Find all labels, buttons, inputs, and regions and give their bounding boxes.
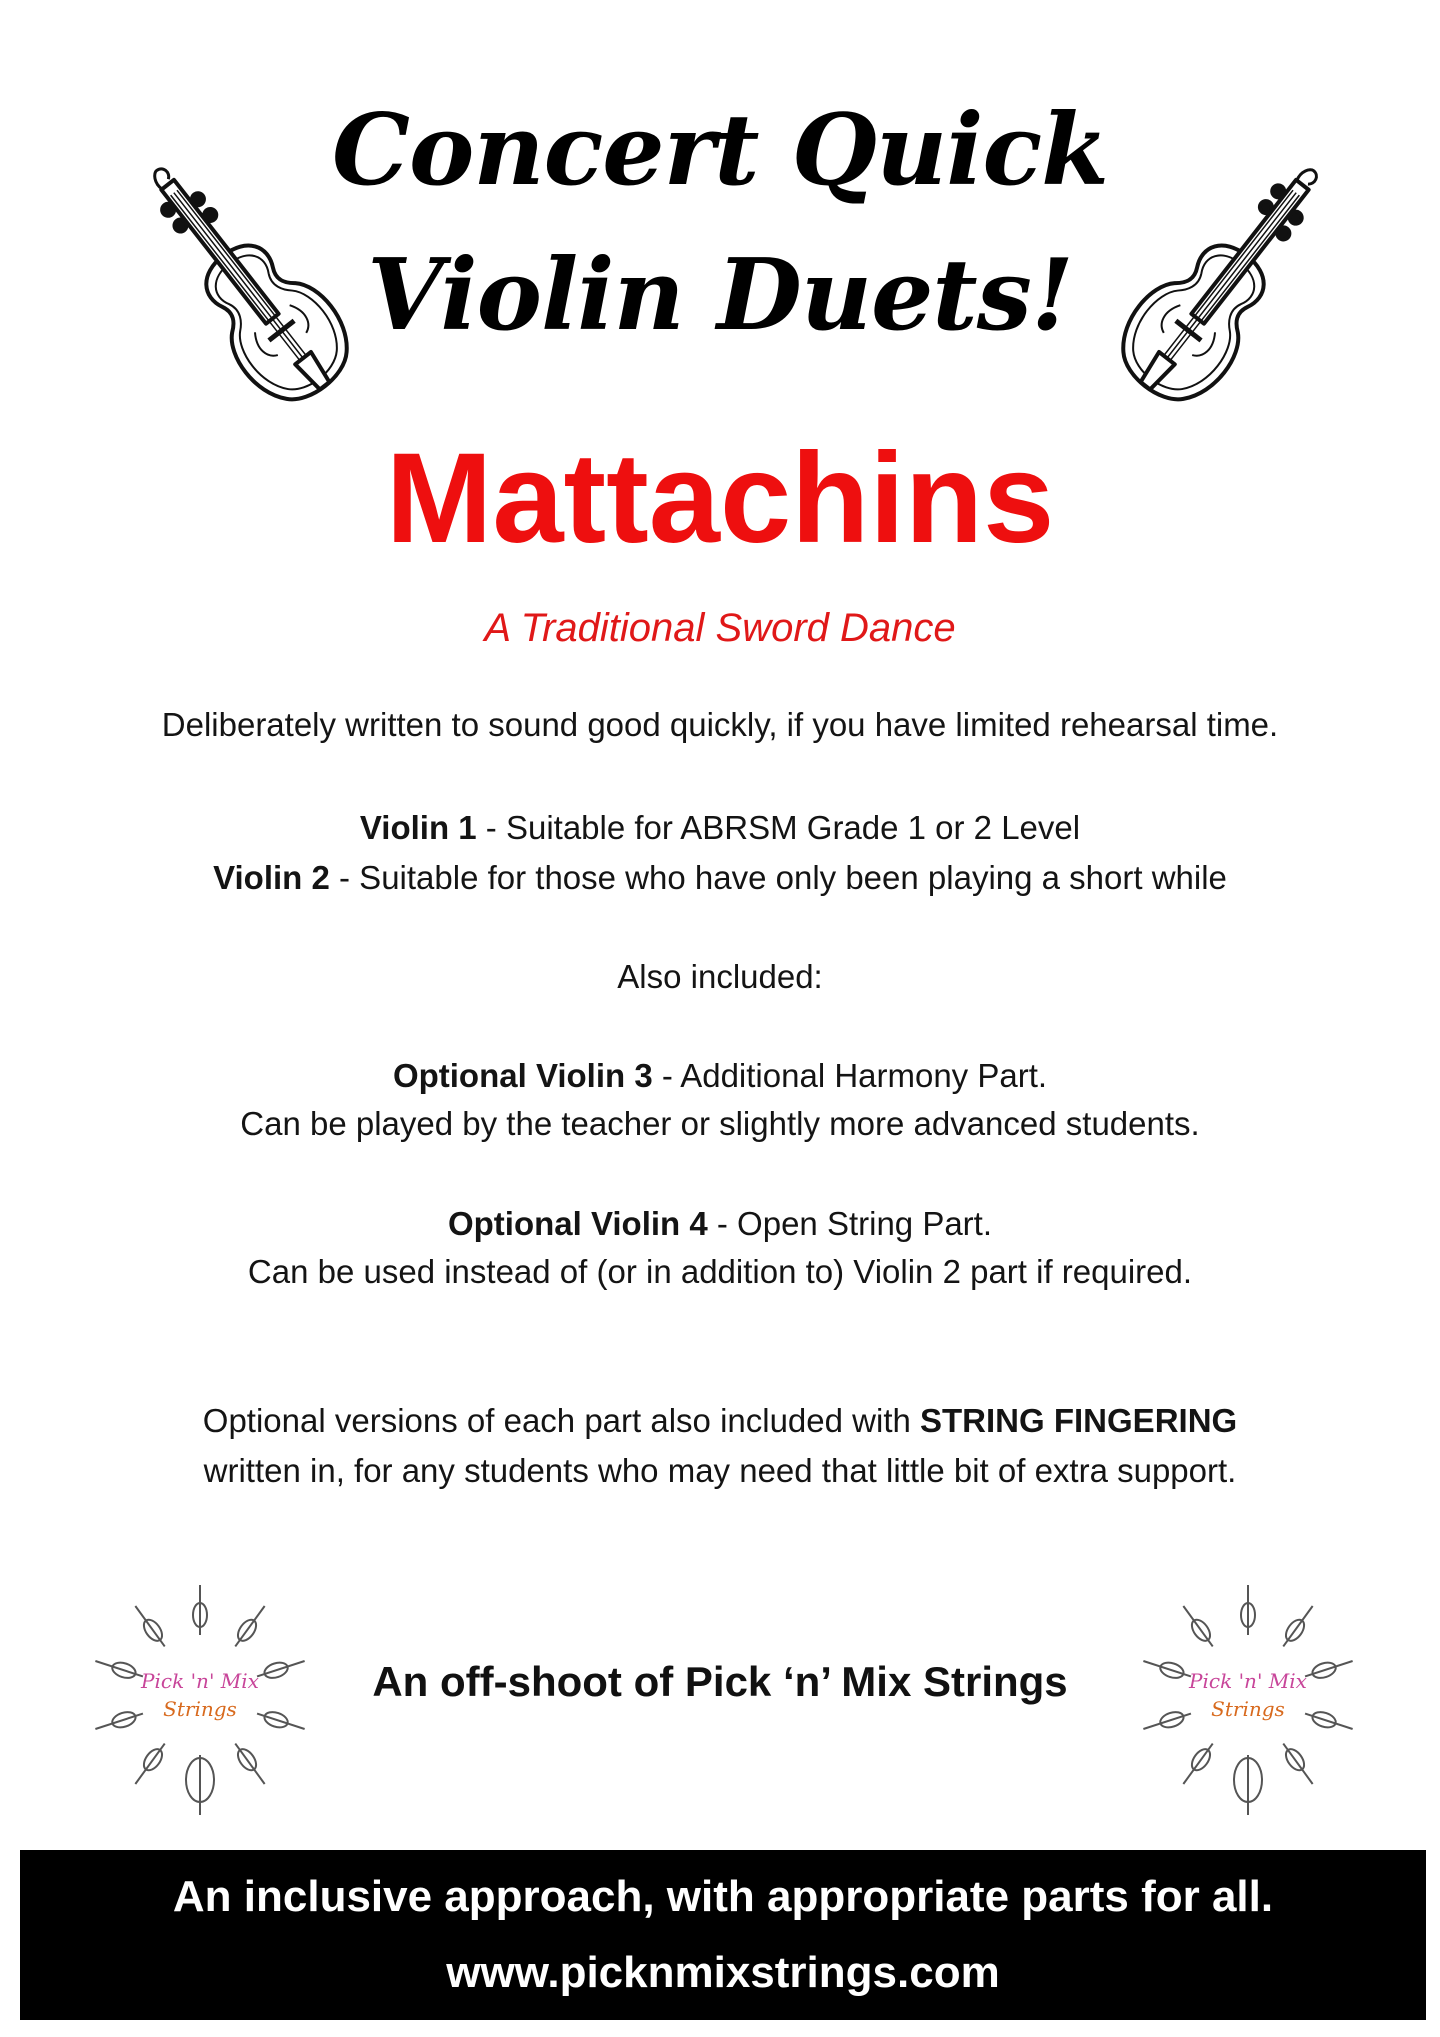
offshoot-text: An off-shoot of Pick ‘n’ Mix Strings <box>372 1658 1068 1705</box>
logo-text-top: Pick 'n' Mix <box>1189 1669 1307 1693</box>
violin2-text: - Suitable for those who have only been playing a short while <box>329 859 1227 896</box>
violin1-label: Violin 1 <box>359 809 477 846</box>
logo-text-bottom: Strings <box>163 1697 237 1721</box>
violin1-line <box>0 807 1440 850</box>
footer-banner <box>20 1850 1426 2020</box>
piece-title: Mattachins <box>385 427 1055 570</box>
header-title-line1: Concert Quick <box>331 93 1109 208</box>
violin3-note: Can be played by the teacher or slightly more advanced students. <box>240 1105 1200 1142</box>
header-title-line2: Violin Duets! <box>367 238 1073 353</box>
pick-n-mix-logo-icon <box>85 1570 315 1820</box>
fingering-line2: written in, for any students who may need that little bit of extra support. <box>203 1452 1237 1489</box>
violin4-note: Can be used instead of (or in addition to) Violin 2 part if required. <box>247 1253 1193 1290</box>
violin2-label: Violin 2 <box>213 859 330 896</box>
violin3-label: Optional Violin 3 <box>392 1057 653 1094</box>
pick-n-mix-logo-icon <box>1133 1570 1363 1820</box>
violin4-label: Optional Violin 4 <box>447 1205 708 1242</box>
intro-text: Deliberately written to sound good quickly, if you have limited rehearsal time. <box>161 706 1279 743</box>
footer-url[interactable]: www.picknmixstrings.com <box>446 1948 1000 1997</box>
fingering-line1 <box>0 1400 1440 1443</box>
fingering-bold: STRING FINGERING <box>920 1402 1238 1439</box>
violin-icon <box>1060 133 1335 463</box>
footer-tagline: An inclusive approach, with appropriate parts for all. <box>172 1872 1274 1921</box>
fingering-pre: Optional versions of each part also included with <box>202 1402 921 1439</box>
logo-text-bottom: Strings <box>1211 1697 1285 1721</box>
violin-icon <box>110 133 385 463</box>
violin4-text: - Open String Part. <box>707 1205 993 1242</box>
logo-text-top: Pick 'n' Mix <box>141 1669 259 1693</box>
piece-subtitle: A Traditional Sword Dance <box>484 606 956 650</box>
violin3-text: - Additional Harmony Part. <box>652 1057 1048 1094</box>
violin3-line <box>0 1055 1440 1098</box>
also-included-text: Also included: <box>617 958 823 995</box>
violin1-text: - Suitable for ABRSM Grade 1 or 2 Level <box>476 809 1081 846</box>
violin2-line <box>0 857 1440 900</box>
violin4-line <box>0 1203 1440 1246</box>
